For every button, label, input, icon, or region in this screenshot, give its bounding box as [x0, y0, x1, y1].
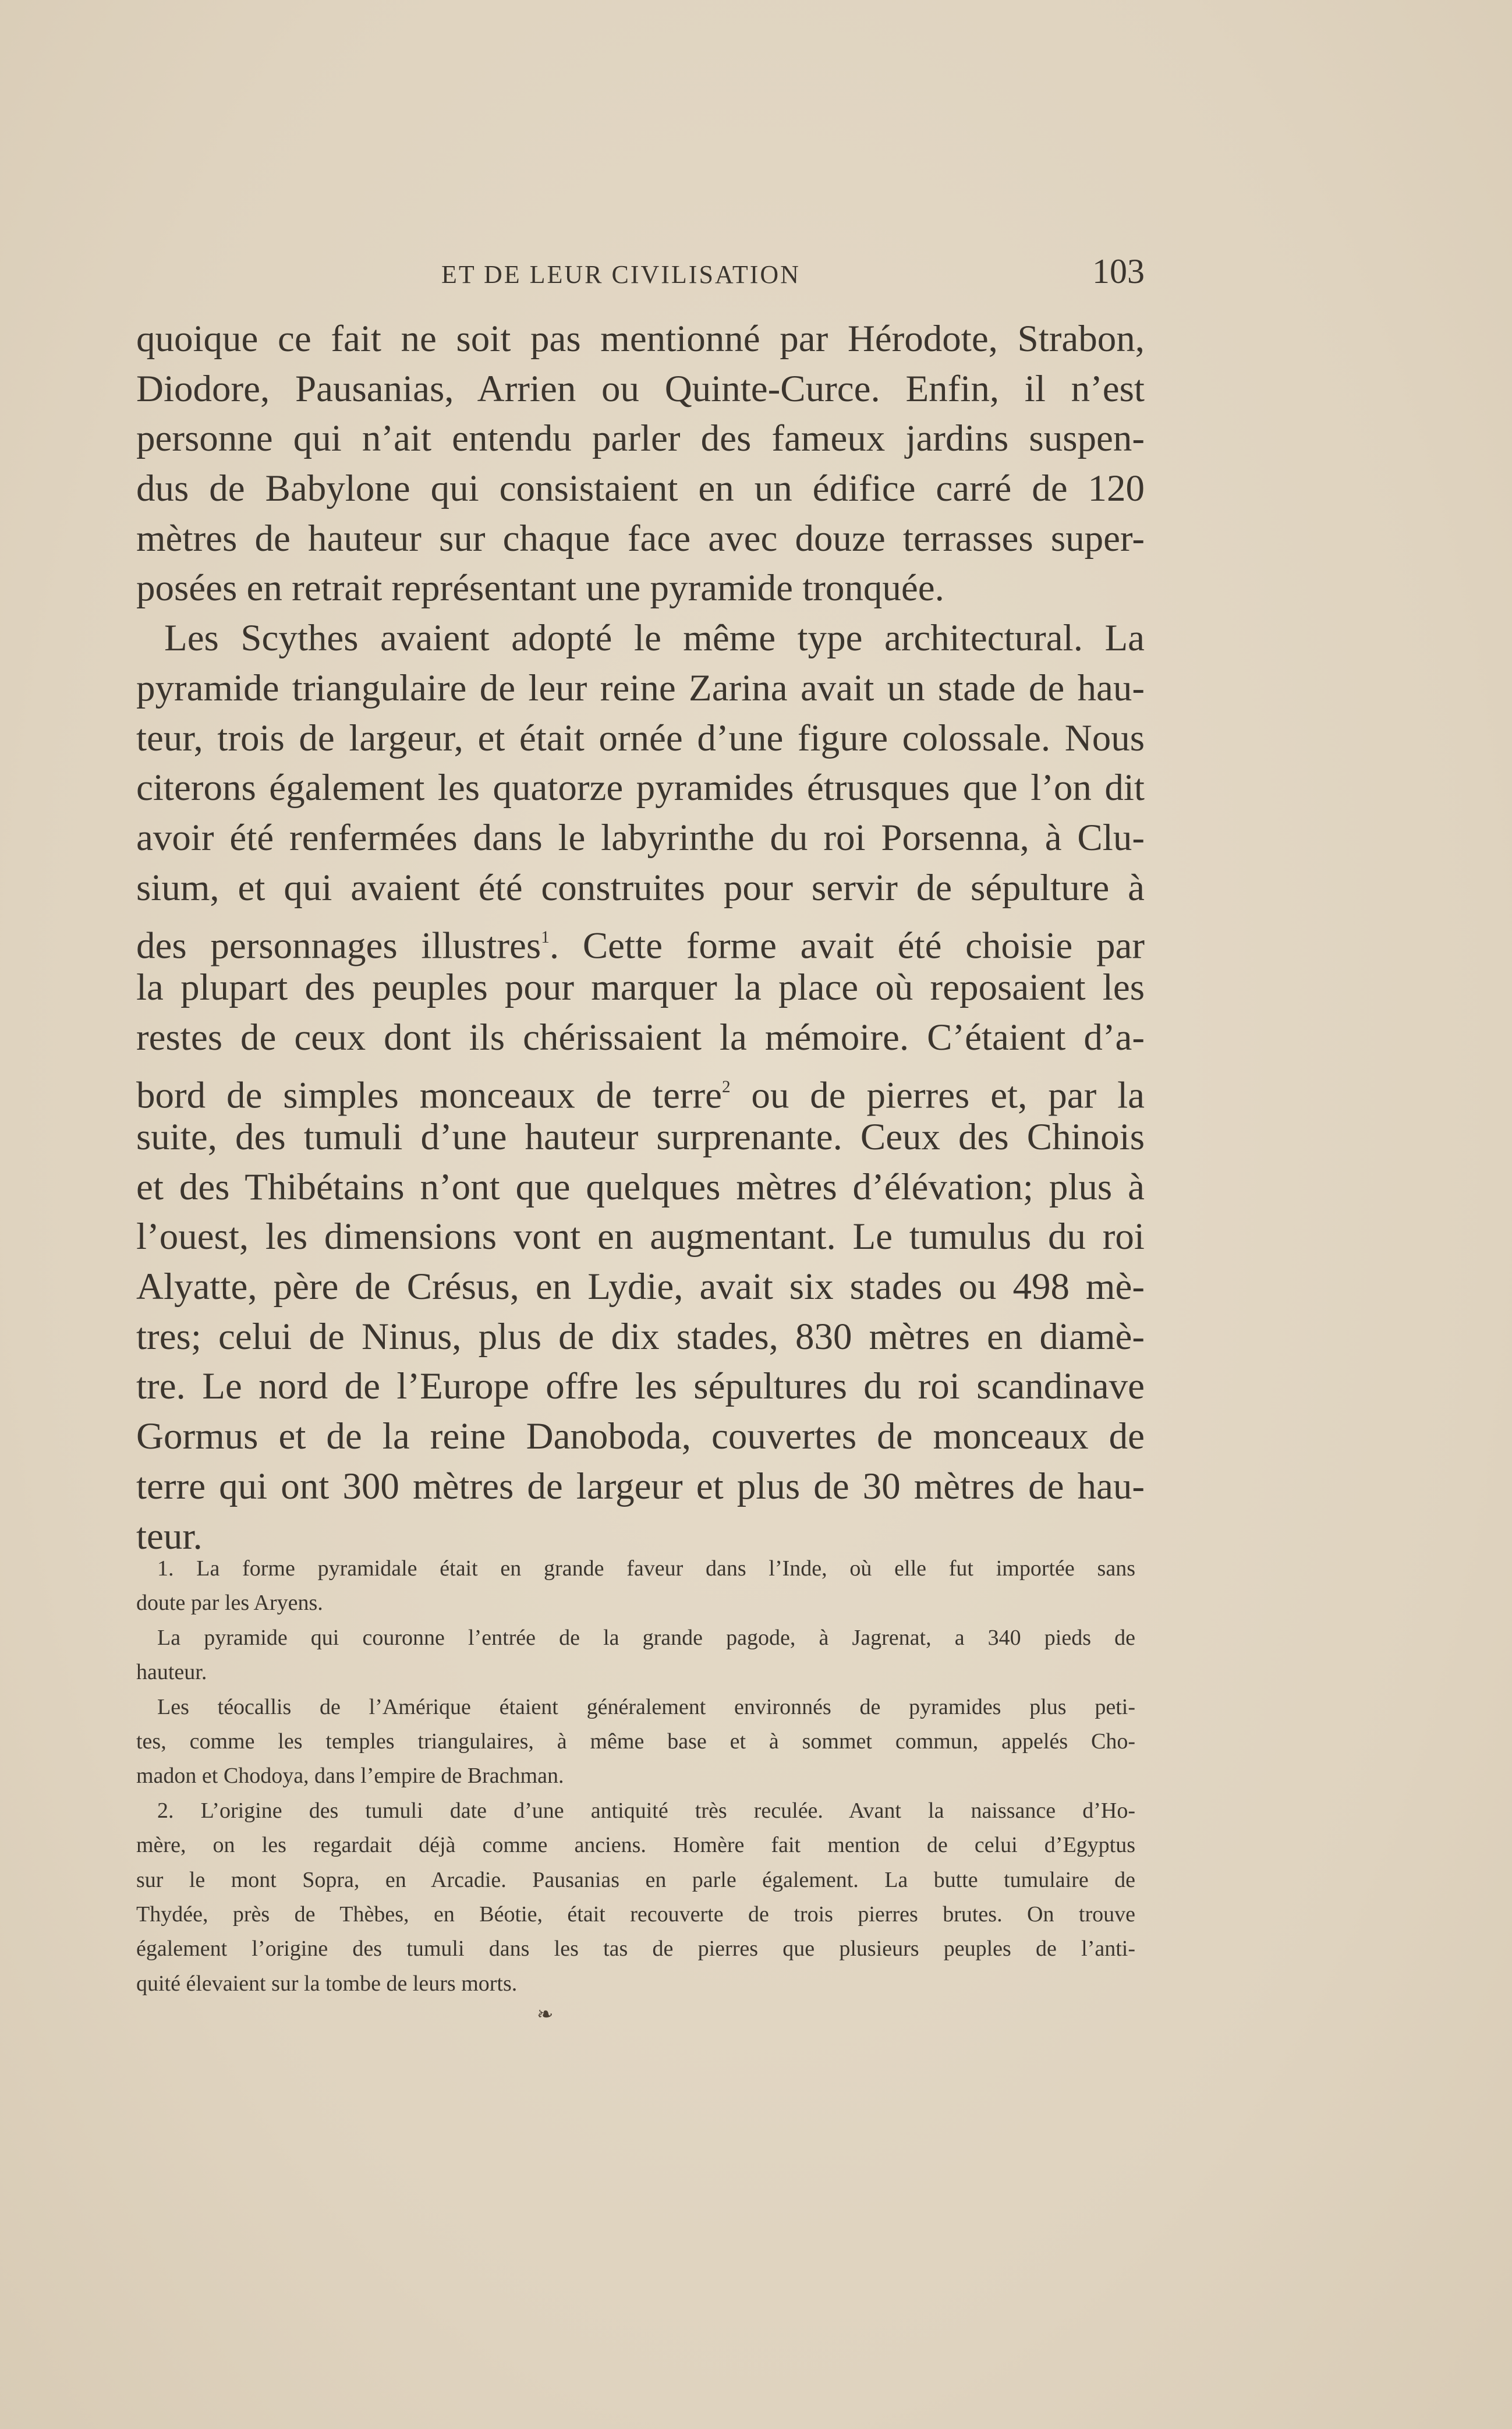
line-text: terre qui ont 300 mètres de largeur et plus de 30 mètres de hau-	[136, 1465, 1145, 1507]
line-text: quoique ce fait ne soit pas mentionné par Hérodote, Strabon,	[136, 318, 1145, 360]
line-text: des personnages illustres	[136, 925, 541, 967]
line-text: 1. La forme pyramidale était en grande faveur dans l’Inde, où elle fut importée sans	[157, 1556, 1135, 1581]
line-text: hauteur.	[136, 1660, 207, 1685]
line-text: mère, on les regardait déjà comme anciens. Homère fait mention de celui d’Egyptus	[136, 1833, 1135, 1858]
text-line	[136, 664, 1145, 714]
line-text: Diodore, Pausanias, Arrien ou Quinte-Curce. Enfin, il n’est	[136, 367, 1145, 410]
line-text: mètres de hauteur sur chaque face avec douze terrasses super-	[136, 517, 1145, 560]
footnote-line	[136, 1759, 1135, 1793]
line-text: Les Scythes avaient adopté le même type architectural. La	[164, 617, 1145, 660]
line-text: tes, comme les temples triangulaires, à même base et à sommet commun, appelés Cho-	[136, 1729, 1135, 1754]
footnote-ref[interactable]: 2	[721, 1078, 731, 1097]
footnote-ref[interactable]: 1	[541, 928, 550, 947]
footnote-line	[136, 1655, 1135, 1690]
line-text: la plupart des peuples pour marquer la place où reposaient les	[136, 966, 1145, 1008]
line-text: personne qui n’ait entendu parler des fameux jardins suspen-	[136, 417, 1145, 460]
line-text: citerons également les quatorze pyramides étrusques que l’on dit	[136, 767, 1145, 809]
line-text: doute par les Aryens.	[136, 1591, 323, 1616]
page-number: 103	[1092, 252, 1145, 291]
text-line	[136, 913, 1145, 967]
text-line	[136, 314, 1145, 364]
footnote-line	[136, 1863, 1135, 1897]
text-line	[136, 714, 1145, 764]
line-text: bord de simples monceaux de terre	[136, 1074, 722, 1117]
text-line	[136, 963, 1145, 1013]
footnote-line	[136, 1621, 1135, 1655]
line-text: teur.	[136, 1515, 203, 1557]
text-line	[136, 414, 1145, 464]
footnote-line	[136, 1552, 1135, 1586]
running-title: ET DE LEUR CIVILISATION	[441, 260, 801, 289]
text-line	[136, 1212, 1145, 1262]
line-text: Alyatte, père de Crésus, en Lydie, avait six stades ou 498 mè-	[136, 1266, 1145, 1308]
text-line	[136, 464, 1145, 514]
footnote-line	[136, 1794, 1135, 1828]
footnote-line	[136, 1586, 1135, 1620]
text-line	[136, 1163, 1145, 1213]
text-line	[136, 1462, 1145, 1512]
text-line	[136, 364, 1145, 415]
footnote-line	[136, 1897, 1135, 1932]
text-line	[136, 1412, 1145, 1462]
footnote-line	[136, 1828, 1135, 1863]
text-line	[136, 863, 1145, 913]
body-text	[136, 314, 1145, 1562]
footnotes	[136, 1552, 1135, 2001]
footnote-line	[136, 1725, 1135, 1759]
fleuron-icon: ❧	[537, 2004, 554, 2026]
line-text: teur, trois de largeur, et était ornée d’une figure colossale. Nous	[136, 717, 1145, 759]
line-text: l’ouest, les dimensions vont en augmentant. Le tumulus du roi	[136, 1216, 1145, 1258]
text-line	[136, 1262, 1145, 1312]
line-text: Thydée, près de Thèbes, en Béotie, était recouverte de trois pierres brutes. On trouve	[136, 1902, 1135, 1927]
text-line	[136, 1113, 1145, 1163]
line-text: La pyramide qui couronne l’entrée de la grande pagode, à Jagrenat, a 340 pieds de	[157, 1625, 1135, 1650]
text-line	[136, 1312, 1145, 1362]
line-text: sur le mont Sopra, en Arcadie. Pausanias en parle également. La butte tumulaire de	[136, 1867, 1135, 1892]
text-line	[136, 763, 1145, 813]
line-text: posées en retrait représentant une pyramide tronquée.	[136, 567, 944, 610]
line-text: quité élevaient sur la tombe de leurs morts.	[136, 1971, 518, 1996]
text-line	[136, 564, 1145, 614]
text-line	[136, 1362, 1145, 1412]
line-text: ou de pierres et, par la	[730, 1074, 1145, 1117]
line-text: également l’origine des tumuli dans les tas de pierres que plusieurs peuples de l’anti-	[136, 1936, 1135, 1961]
text-line	[136, 1013, 1145, 1063]
line-text: Gormus et de la reine Danoboda, couvertes de monceaux de	[136, 1415, 1145, 1458]
line-text: dus de Babylone qui consistaient en un édifice carré de 120	[136, 468, 1145, 510]
line-text: . Cette forme avait été choisie par	[549, 925, 1145, 967]
line-text: tre. Le nord de l’Europe offre les sépultures du roi scandinave	[136, 1365, 1145, 1408]
footnote-line	[136, 1967, 1135, 2001]
line-text: pyramide triangulaire de leur reine Zarina avait un stade de hau-	[136, 667, 1145, 709]
footnote-line	[136, 1690, 1135, 1725]
text-line	[136, 614, 1145, 664]
line-text: restes de ceux dont ils chérissaient la mémoire. C’étaient d’a-	[136, 1016, 1145, 1058]
text-line	[136, 1063, 1145, 1117]
line-text: 2. L’origine des tumuli date d’une antiquité très reculée. Avant la naissance d’Ho-	[157, 1798, 1135, 1823]
line-text: avoir été renfermées dans le labyrinthe du roi Porsenna, à Clu-	[136, 816, 1145, 859]
line-text: sium, et qui avaient été construites pour servir de sépulture à	[136, 866, 1145, 909]
page-header	[136, 252, 1145, 293]
line-text: Les téocallis de l’Amérique étaient généralement environnés de pyramides plus peti-	[157, 1694, 1135, 1719]
line-text: et des Thibétains n’ont que quelques mètres d’élévation; plus à	[136, 1166, 1145, 1208]
line-text: tres; celui de Ninus, plus de dix stades, 830 mètres en diamè-	[136, 1315, 1145, 1358]
text-line	[136, 813, 1145, 863]
text-line	[136, 514, 1145, 564]
line-text: madon et Chodoya, dans l’empire de Brachman.	[136, 1764, 564, 1789]
footnote-line	[136, 1932, 1135, 1966]
line-text: suite, des tumuli d’une hauteur surprenante. Ceux des Chinois	[136, 1116, 1145, 1158]
